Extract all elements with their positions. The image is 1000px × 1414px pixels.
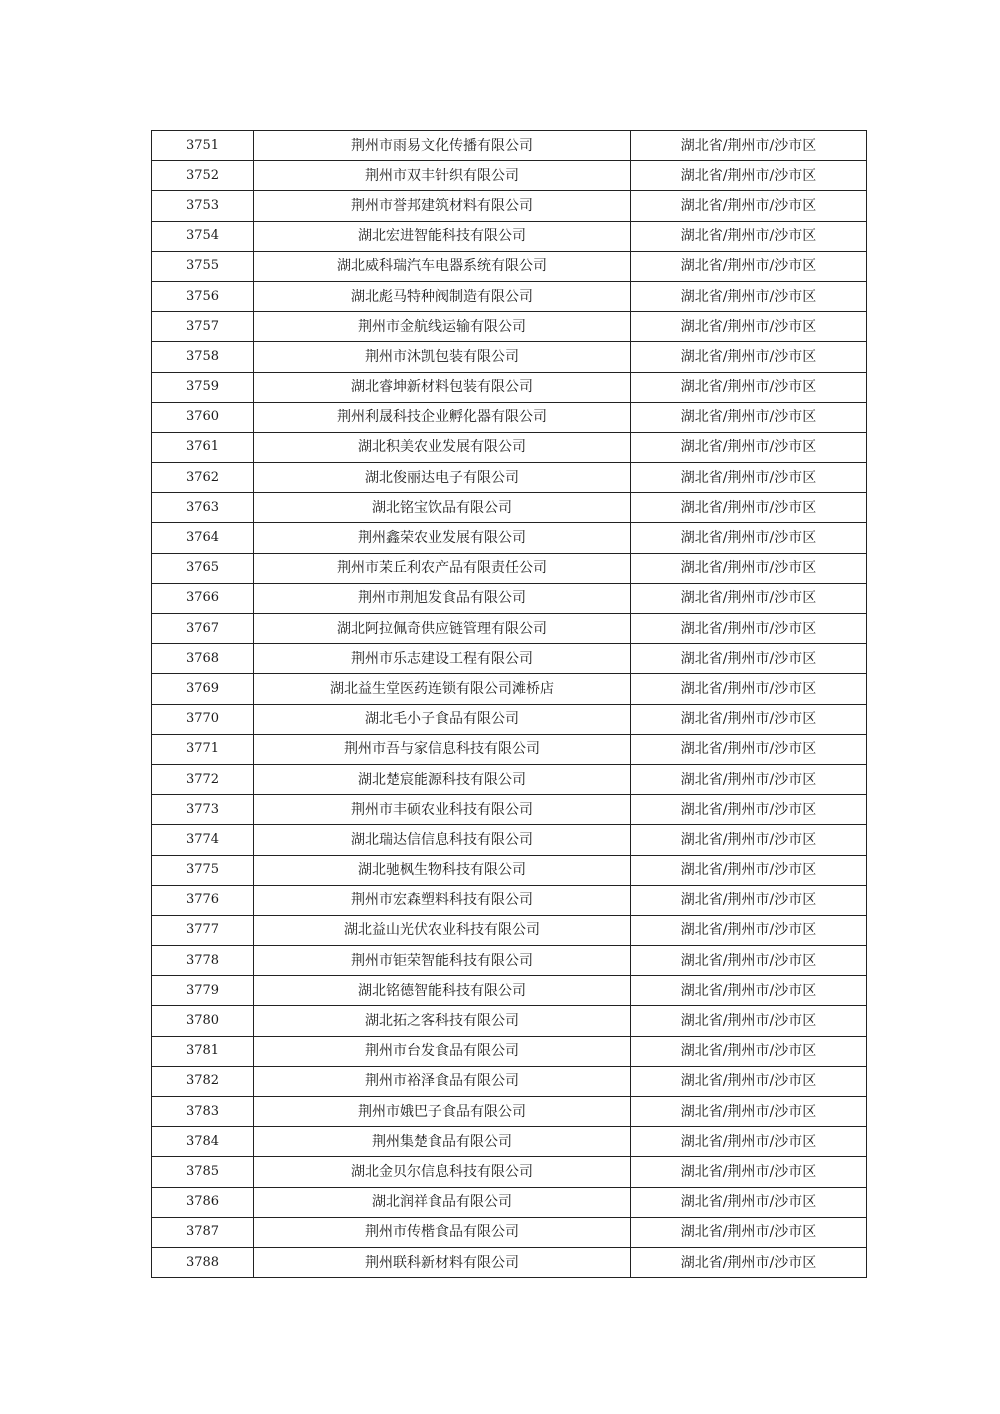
company-name-cell: 荆州市沐凯包装有限公司: [254, 342, 631, 372]
company-name-cell: 湖北益山光伏农业科技有限公司: [254, 915, 631, 945]
company-name-cell: 湖北润祥食品有限公司: [254, 1187, 631, 1217]
row-number-cell: 3777: [152, 915, 254, 945]
row-number-cell: 3758: [152, 342, 254, 372]
row-number-cell: 3783: [152, 1097, 254, 1127]
table-row: [152, 161, 867, 191]
company-name-cell: 荆州市娥巴子食品有限公司: [254, 1097, 631, 1127]
company-name-cell: 荆州市乐志建设工程有限公司: [254, 644, 631, 674]
region-cell: 湖北省/荆州市/沙市区: [631, 191, 867, 221]
company-name-cell: 荆州市茉丘利农产品有限责任公司: [254, 553, 631, 583]
table-row: [152, 855, 867, 885]
row-number-cell: 3762: [152, 463, 254, 493]
region-cell: 湖北省/荆州市/沙市区: [631, 1036, 867, 1066]
region-cell: 湖北省/荆州市/沙市区: [631, 795, 867, 825]
company-name-cell: 湖北积美农业发展有限公司: [254, 432, 631, 462]
company-name-cell: 荆州市吾与家信息科技有限公司: [254, 734, 631, 764]
company-name-cell: 荆州集楚食品有限公司: [254, 1127, 631, 1157]
region-cell: 湖北省/荆州市/沙市区: [631, 342, 867, 372]
table-row: [152, 523, 867, 553]
row-number-cell: 3788: [152, 1247, 254, 1277]
region-cell: 湖北省/荆州市/沙市区: [631, 463, 867, 493]
region-cell: 湖北省/荆州市/沙市区: [631, 915, 867, 945]
row-number-cell: 3773: [152, 795, 254, 825]
region-cell: 湖北省/荆州市/沙市区: [631, 523, 867, 553]
table-row: [152, 644, 867, 674]
table-row: [152, 614, 867, 644]
company-name-cell: 荆州市台发食品有限公司: [254, 1036, 631, 1066]
region-cell: 湖北省/荆州市/沙市区: [631, 1247, 867, 1277]
table-row: [152, 1097, 867, 1127]
row-number-cell: 3769: [152, 674, 254, 704]
table-row: [152, 1066, 867, 1096]
table-row: [152, 704, 867, 734]
region-cell: 湖北省/荆州市/沙市区: [631, 402, 867, 432]
table-row: [152, 251, 867, 281]
region-cell: 湖北省/荆州市/沙市区: [631, 644, 867, 674]
company-name-cell: 湖北驰枫生物科技有限公司: [254, 855, 631, 885]
table-row: [152, 402, 867, 432]
region-cell: 湖北省/荆州市/沙市区: [631, 131, 867, 161]
region-cell: 湖北省/荆州市/沙市区: [631, 1006, 867, 1036]
row-number-cell: 3767: [152, 614, 254, 644]
row-number-cell: 3782: [152, 1066, 254, 1096]
region-cell: 湖北省/荆州市/沙市区: [631, 493, 867, 523]
table-row: [152, 734, 867, 764]
table-row: [152, 131, 867, 161]
region-cell: 湖北省/荆州市/沙市区: [631, 976, 867, 1006]
company-name-cell: 湖北楚宸能源科技有限公司: [254, 764, 631, 794]
row-number-cell: 3756: [152, 281, 254, 311]
region-cell: 湖北省/荆州市/沙市区: [631, 734, 867, 764]
row-number-cell: 3752: [152, 161, 254, 191]
company-name-cell: 湖北毛小子食品有限公司: [254, 704, 631, 734]
row-number-cell: 3784: [152, 1127, 254, 1157]
row-number-cell: 3786: [152, 1187, 254, 1217]
company-name-cell: 荆州市丰硕农业科技有限公司: [254, 795, 631, 825]
table-row: [152, 342, 867, 372]
table-row: [152, 372, 867, 402]
row-number-cell: 3780: [152, 1006, 254, 1036]
table-row: [152, 1127, 867, 1157]
company-table: [151, 130, 867, 1278]
row-number-cell: 3771: [152, 734, 254, 764]
company-name-cell: 荆州市荆旭发食品有限公司: [254, 583, 631, 613]
company-name-cell: 湖北俊丽达电子有限公司: [254, 463, 631, 493]
table-row: [152, 825, 867, 855]
region-cell: 湖北省/荆州市/沙市区: [631, 614, 867, 644]
row-number-cell: 3776: [152, 885, 254, 915]
row-number-cell: 3766: [152, 583, 254, 613]
table-row: [152, 1036, 867, 1066]
table-row: [152, 674, 867, 704]
table-row: [152, 1217, 867, 1247]
table-row: [152, 1187, 867, 1217]
company-name-cell: 荆州联科新材料有限公司: [254, 1247, 631, 1277]
region-cell: 湖北省/荆州市/沙市区: [631, 553, 867, 583]
row-number-cell: 3764: [152, 523, 254, 553]
company-name-cell: 荆州市誉邦建筑材料有限公司: [254, 191, 631, 221]
table-row: [152, 885, 867, 915]
row-number-cell: 3781: [152, 1036, 254, 1066]
table-row: [152, 976, 867, 1006]
company-name-cell: 湖北阿拉佩奇供应链管理有限公司: [254, 614, 631, 644]
table-row: [152, 312, 867, 342]
row-number-cell: 3760: [152, 402, 254, 432]
table-row: [152, 946, 867, 976]
company-name-cell: 湖北睿坤新材料包装有限公司: [254, 372, 631, 402]
region-cell: 湖北省/荆州市/沙市区: [631, 281, 867, 311]
company-name-cell: 荆州市金航线运输有限公司: [254, 312, 631, 342]
row-number-cell: 3755: [152, 251, 254, 281]
region-cell: 湖北省/荆州市/沙市区: [631, 312, 867, 342]
region-cell: 湖北省/荆州市/沙市区: [631, 885, 867, 915]
row-number-cell: 3774: [152, 825, 254, 855]
region-cell: 湖北省/荆州市/沙市区: [631, 432, 867, 462]
table-row: [152, 553, 867, 583]
region-cell: 湖北省/荆州市/沙市区: [631, 1127, 867, 1157]
row-number-cell: 3763: [152, 493, 254, 523]
row-number-cell: 3768: [152, 644, 254, 674]
row-number-cell: 3761: [152, 432, 254, 462]
company-name-cell: 湖北铭德智能科技有限公司: [254, 976, 631, 1006]
region-cell: 湖北省/荆州市/沙市区: [631, 855, 867, 885]
company-name-cell: 荆州市传楷食品有限公司: [254, 1217, 631, 1247]
region-cell: 湖北省/荆州市/沙市区: [631, 825, 867, 855]
row-number-cell: 3785: [152, 1157, 254, 1187]
row-number-cell: 3787: [152, 1217, 254, 1247]
table-row: [152, 493, 867, 523]
table-row: [152, 281, 867, 311]
company-name-cell: 湖北宏进智能科技有限公司: [254, 221, 631, 251]
region-cell: 湖北省/荆州市/沙市区: [631, 1187, 867, 1217]
table-row: [152, 221, 867, 251]
table-row: [152, 764, 867, 794]
table-row: [152, 795, 867, 825]
company-name-cell: 荆州鑫荣农业发展有限公司: [254, 523, 631, 553]
row-number-cell: 3754: [152, 221, 254, 251]
company-name-cell: 荆州市裕泽食品有限公司: [254, 1066, 631, 1096]
region-cell: 湖北省/荆州市/沙市区: [631, 704, 867, 734]
region-cell: 湖北省/荆州市/沙市区: [631, 764, 867, 794]
region-cell: 湖北省/荆州市/沙市区: [631, 583, 867, 613]
company-name-cell: 荆州市雨易文化传播有限公司: [254, 131, 631, 161]
row-number-cell: 3759: [152, 372, 254, 402]
company-name-cell: 湖北益生堂医药连锁有限公司滩桥店: [254, 674, 631, 704]
region-cell: 湖北省/荆州市/沙市区: [631, 1157, 867, 1187]
region-cell: 湖北省/荆州市/沙市区: [631, 1066, 867, 1096]
region-cell: 湖北省/荆州市/沙市区: [631, 251, 867, 281]
row-number-cell: 3772: [152, 764, 254, 794]
table-row: [152, 191, 867, 221]
company-name-cell: 湖北铭宝饮品有限公司: [254, 493, 631, 523]
region-cell: 湖北省/荆州市/沙市区: [631, 674, 867, 704]
region-cell: 湖北省/荆州市/沙市区: [631, 946, 867, 976]
row-number-cell: 3775: [152, 855, 254, 885]
company-name-cell: 湖北彪马特种阀制造有限公司: [254, 281, 631, 311]
region-cell: 湖北省/荆州市/沙市区: [631, 1217, 867, 1247]
table-row: [152, 1157, 867, 1187]
table-row: [152, 1247, 867, 1277]
company-name-cell: 湖北威科瑞汽车电器系统有限公司: [254, 251, 631, 281]
company-name-cell: 湖北拓之客科技有限公司: [254, 1006, 631, 1036]
table-row: [152, 915, 867, 945]
row-number-cell: 3765: [152, 553, 254, 583]
row-number-cell: 3779: [152, 976, 254, 1006]
row-number-cell: 3770: [152, 704, 254, 734]
table-row: [152, 583, 867, 613]
company-table-body: [152, 131, 867, 1278]
table-row: [152, 432, 867, 462]
company-name-cell: 湖北瑞达信信息科技有限公司: [254, 825, 631, 855]
row-number-cell: 3757: [152, 312, 254, 342]
table-row: [152, 1006, 867, 1036]
company-name-cell: 湖北金贝尔信息科技有限公司: [254, 1157, 631, 1187]
row-number-cell: 3751: [152, 131, 254, 161]
row-number-cell: 3753: [152, 191, 254, 221]
company-name-cell: 荆州市双丰针织有限公司: [254, 161, 631, 191]
region-cell: 湖北省/荆州市/沙市区: [631, 161, 867, 191]
company-name-cell: 荆州利晟科技企业孵化器有限公司: [254, 402, 631, 432]
row-number-cell: 3778: [152, 946, 254, 976]
company-name-cell: 荆州市宏森塑料科技有限公司: [254, 885, 631, 915]
company-name-cell: 荆州市钜荣智能科技有限公司: [254, 946, 631, 976]
region-cell: 湖北省/荆州市/沙市区: [631, 221, 867, 251]
table-row: [152, 463, 867, 493]
region-cell: 湖北省/荆州市/沙市区: [631, 1097, 867, 1127]
region-cell: 湖北省/荆州市/沙市区: [631, 372, 867, 402]
